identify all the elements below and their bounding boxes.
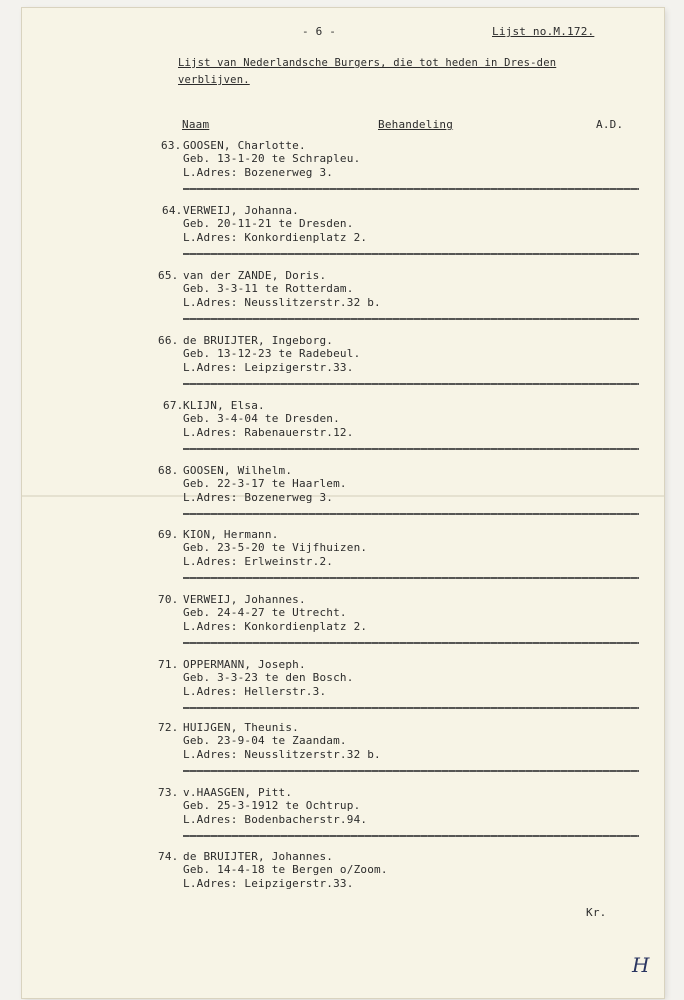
entry-name: HUIJGEN, Theunis. (183, 721, 299, 734)
entry-address: L.Adres: Neusslitzerstr.32 b. (183, 748, 381, 761)
list-item (157, 658, 647, 728)
entry-address: L.Adres: Bodenbacherstr.94. (183, 813, 368, 826)
entry-number: 67. (163, 399, 184, 412)
entry-number: 64. (162, 204, 183, 217)
entry-number: 70. (158, 593, 179, 606)
list-item (157, 528, 647, 598)
column-header-ad: A.D. (596, 118, 624, 131)
entry-number: 65. (158, 269, 179, 282)
typist-initials: Kr. (586, 906, 607, 919)
document-page (22, 8, 664, 998)
entry-separator (183, 188, 639, 190)
entry-name: VERWEIJ, Johanna. (183, 204, 299, 217)
entry-birth: Geb. 24-4-27 te Utrecht. (183, 606, 347, 619)
entry-address: L.Adres: Neusslitzerstr.32 b. (183, 296, 381, 309)
entry-number: 73. (158, 786, 179, 799)
entry-address: L.Adres: Bozenerweg 3. (183, 166, 334, 179)
entry-address: L.Adres: Konkordienplatz 2. (183, 231, 368, 244)
entry-number: 74. (158, 850, 179, 863)
handwritten-initials: H (632, 953, 650, 977)
list-item (157, 399, 647, 469)
entry-birth: Geb. 3-4-04 te Dresden. (183, 412, 340, 425)
entry-name: GOOSEN, Wilhelm. (183, 464, 293, 477)
entry-separator (183, 642, 639, 644)
list-item (157, 139, 647, 209)
entry-address: L.Adres: Erlweinstr.2. (183, 555, 334, 568)
entry-address: L.Adres: Bozenerweg 3. (183, 491, 334, 504)
entry-address: L.Adres: Leipzigerstr.33. (183, 361, 354, 374)
document-title: Lijst van Nederlandsche Burgers, die tot heden in Dres-den verblijven. (178, 57, 557, 86)
entry-name: van der ZANDE, Doris. (183, 269, 327, 282)
entry-birth: Geb. 25-3-1912 te Ochtrup. (183, 799, 361, 812)
entry-birth: Geb. 23-9-04 te Zaandam. (183, 734, 347, 747)
entry-name: OPPERMANN, Joseph. (183, 658, 306, 671)
entry-birth: Geb. 14-4-18 te Bergen o/Zoom. (183, 863, 388, 876)
entry-birth: Geb. 3-3-11 te Rotterdam. (183, 282, 354, 295)
entry-number: 69. (158, 528, 179, 541)
entry-address: L.Adres: Leipzigerstr.33. (183, 877, 354, 890)
entry-birth: Geb. 13-1-20 te Schrapleu. (183, 152, 361, 165)
entry-birth: Geb. 23-5-20 te Vijfhuizen. (183, 541, 368, 554)
column-header-name: Naam (182, 118, 210, 131)
entry-birth: Geb. 22-3-17 te Haarlem. (183, 477, 347, 490)
list-item (157, 464, 647, 534)
entry-separator (183, 448, 639, 450)
entry-address: L.Adres: Konkordienplatz 2. (183, 620, 368, 633)
entry-number: 71. (158, 658, 179, 671)
entry-separator (183, 318, 639, 320)
list-number: Lijst no.M.172. (492, 25, 595, 38)
list-item (157, 204, 647, 274)
entry-name: v.HAASGEN, Pitt. (183, 786, 293, 799)
entry-separator (183, 770, 639, 772)
entry-birth: Geb. 13-12-23 te Radebeul. (183, 347, 361, 360)
entry-name: KLIJN, Elsa. (183, 399, 265, 412)
list-item (157, 786, 647, 856)
entry-number: 72. (158, 721, 179, 734)
entry-address: L.Adres: Hellerstr.3. (183, 685, 327, 698)
entry-number: 68. (158, 464, 179, 477)
entry-separator (183, 383, 639, 385)
entry-name: de BRUIJTER, Ingeborg. (183, 334, 334, 347)
column-header-treatment: Behandeling (378, 118, 454, 131)
list-item (157, 334, 647, 404)
entry-number: 66. (158, 334, 179, 347)
entry-name: de BRUIJTER, Johannes. (183, 850, 334, 863)
entry-separator (183, 513, 639, 515)
page-number: - 6 - (302, 25, 337, 38)
entry-name: KION, Hermann. (183, 528, 279, 541)
list-item (157, 269, 647, 339)
entry-number: 63. (161, 139, 182, 152)
entry-separator (183, 835, 639, 837)
entry-separator (183, 577, 639, 579)
entry-separator (183, 707, 639, 709)
entry-name: GOOSEN, Charlotte. (183, 139, 306, 152)
list-item (157, 593, 647, 663)
entry-name: VERWEIJ, Johannes. (183, 593, 306, 606)
entry-birth: Geb. 3-3-23 te den Bosch. (183, 671, 354, 684)
entry-address: L.Adres: Rabenauerstr.12. (183, 426, 354, 439)
list-item (157, 721, 647, 791)
entry-birth: Geb. 20-11-21 te Dresden. (183, 217, 354, 230)
entry-separator (183, 253, 639, 255)
list-item (157, 850, 647, 920)
